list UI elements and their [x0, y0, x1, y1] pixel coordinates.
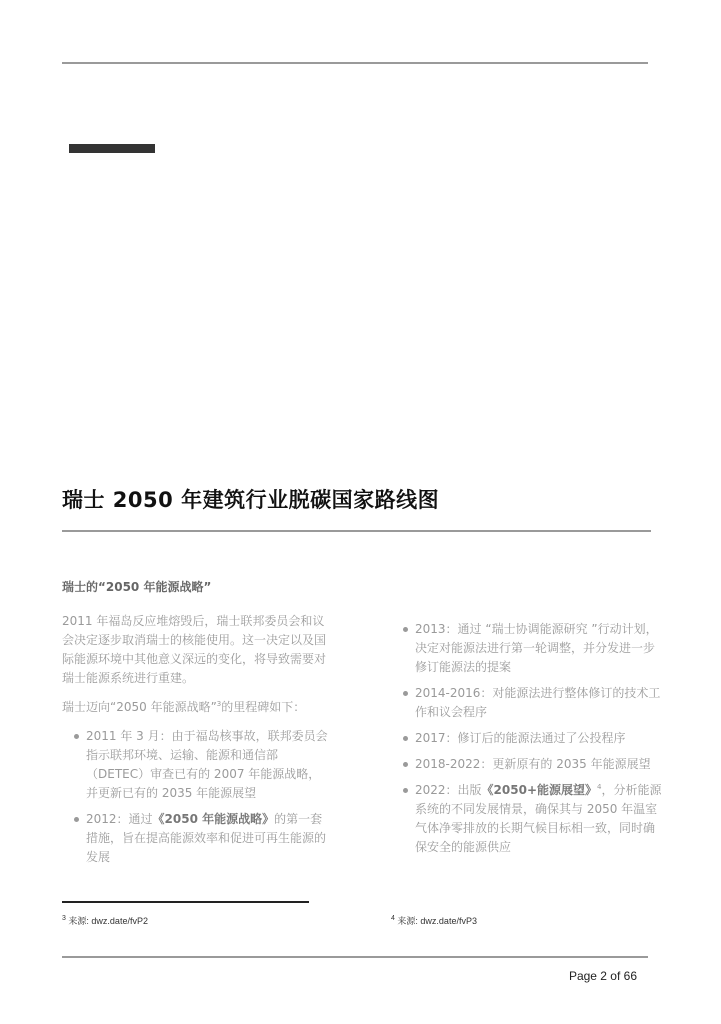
list-item: 2011 年 3 月：由于福岛核事故，联邦委员会指示联邦环境、运输、能源和通信部（DETEC）审查已有的 2007 年能源战略，并更新已有的 2035 年能源展望 [62, 727, 332, 803]
bullet-icon [403, 736, 408, 741]
list-item: 2018-2022：更新原有的 2035 年能源展望 [400, 755, 662, 774]
bullet-icon [403, 762, 408, 767]
footnote-separator [62, 901, 309, 903]
right-column [400, 620, 662, 864]
list-item: 2012：通过《2050 年能源战略》的第一套措施，旨在提高能源效率和促进可再生能源的发展 [62, 810, 332, 867]
list-item: 2022：出版《2050+能源展望》$^4$，分析能源系统的不同发展情景，确保其与 2050 年温室气体净零排放的长期气候目标相一致，同时确保安全的能源供应 [400, 781, 662, 857]
intro-paragraph: 2011 年福岛反应堆熔毁后，瑞士联邦委员会和议会决定逐步取消瑞士的核能使用。这一决定以及国际能源环境中其他意义深远的变化，将导致需要对瑞士能源系统进行重建。 [62, 614, 327, 685]
bullet-icon [74, 817, 79, 822]
page-title: 瑞士 2050 年建筑行业脱碳国家路线图 [62, 488, 440, 512]
left-column [62, 612, 332, 874]
section-heading: 瑞士的“2050 年能源战略” [62, 580, 212, 594]
bullet-icon [403, 627, 408, 632]
footnote-ref-3: 3 [216, 700, 222, 708]
list-item: 2017：修订后的能源法通过了公投程序 [400, 729, 662, 748]
milestones-intro: 瑞士迈向“2050 年能源战略”$^3$的里程碑如下： [62, 700, 306, 714]
footnote-ref-4: 4 [597, 783, 602, 791]
page-number: Page 2 of 66 [568, 969, 637, 983]
left-milestone-list [62, 727, 332, 867]
list-item: 2014-2016：对能源法进行整体修订的技术工作和议会程序 [400, 684, 662, 722]
decorative-bar [69, 144, 155, 153]
right-milestone-list [400, 620, 662, 857]
bullet-icon [74, 734, 79, 739]
header-rule [62, 62, 648, 64]
footer-rule [62, 956, 648, 958]
footnote-3: $^3$ 来源: dwz.date/fvP2 [62, 915, 148, 926]
bullet-icon [403, 691, 408, 696]
title-rule [62, 530, 651, 532]
bullet-icon [403, 788, 408, 793]
list-item: 2013：通过 “瑞士协调能源研究 ”行动计划，决定对能源法进行第一轮调整，并分发进一步修订能源法的提案 [400, 620, 662, 677]
footnote-4: $^4$ 来源: dwz.date/fvP3 [391, 915, 477, 926]
